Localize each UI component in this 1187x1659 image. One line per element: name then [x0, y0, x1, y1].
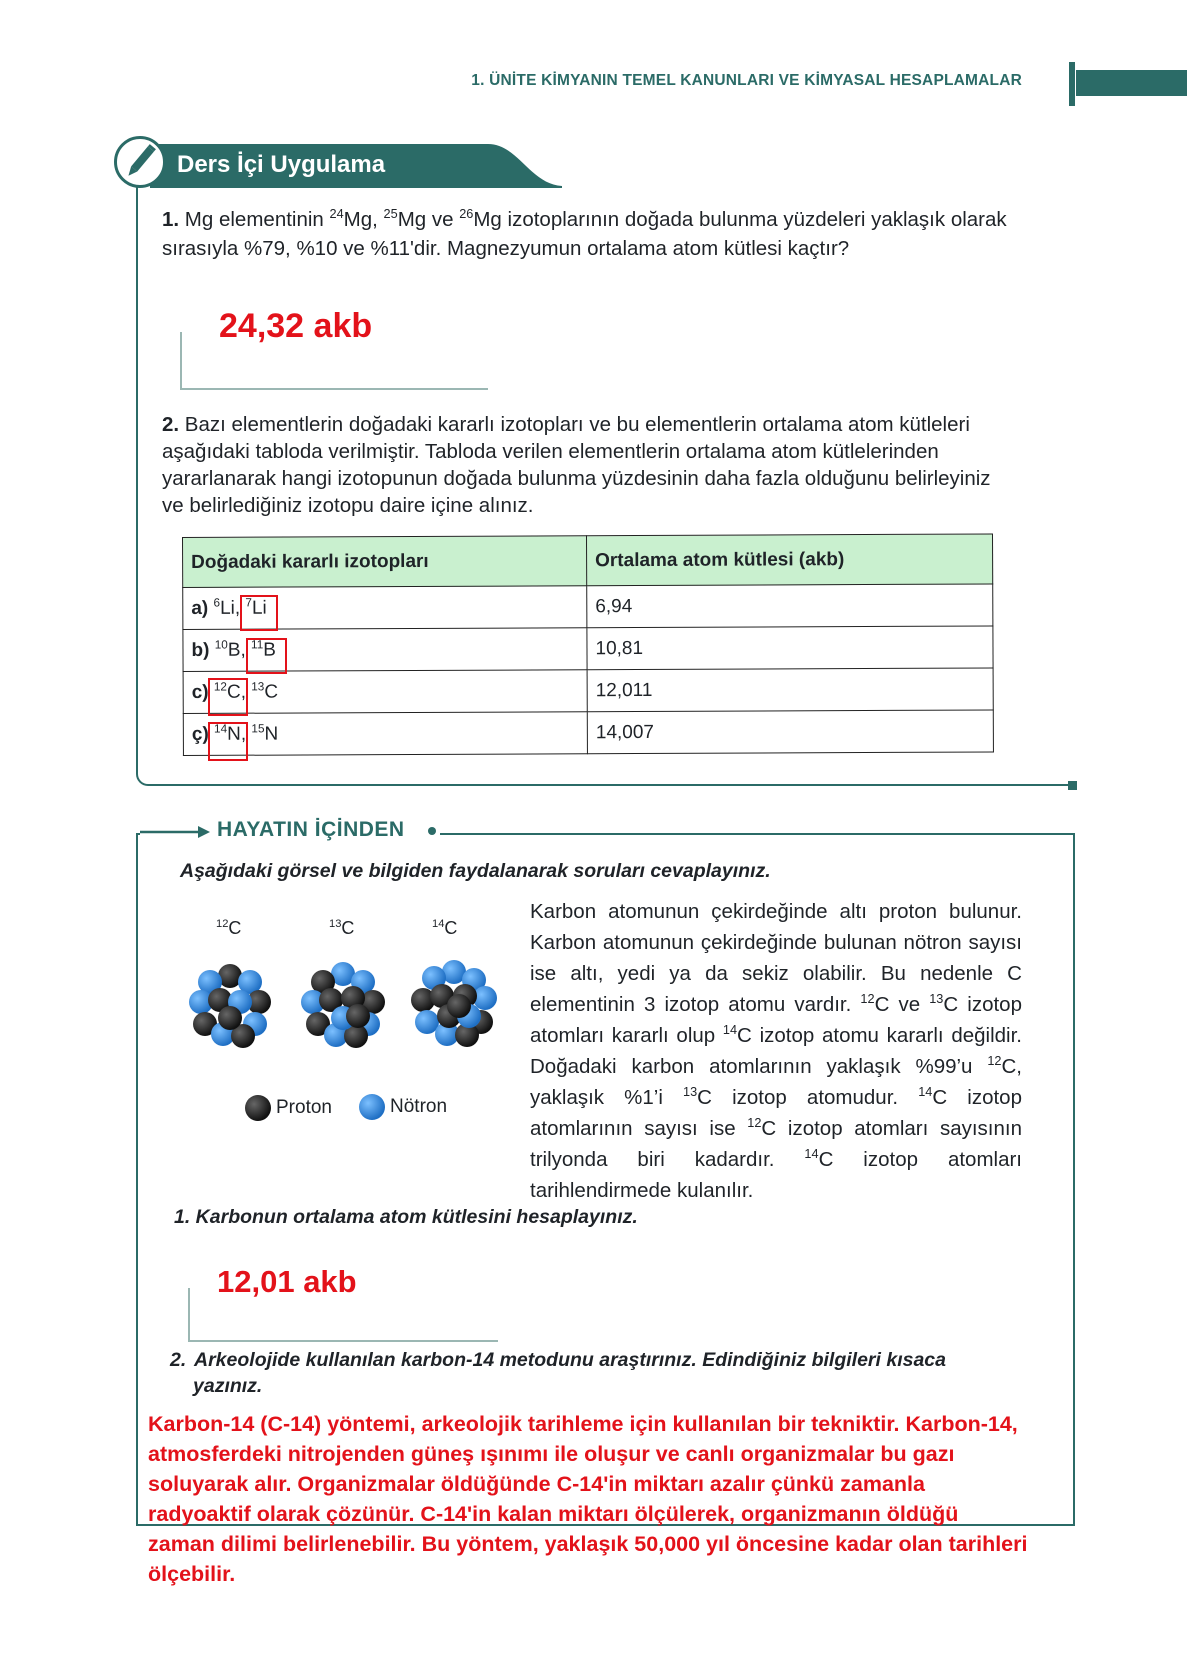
notron-legend-label: Nötron [390, 1096, 448, 1117]
header-bar-line [1069, 62, 1075, 106]
table-header: Doğadaki kararlı izotopları [183, 536, 587, 588]
selection-box-c12 [208, 678, 248, 716]
nucleus-c12 [185, 960, 275, 1050]
selection-box-n14 [208, 722, 248, 761]
hayat-question-2-cont: yazınız. [193, 1375, 263, 1397]
isotope-table [182, 533, 994, 756]
table-row [183, 668, 993, 714]
question-2: 2. Bazı elementlerin doğadaki kararlı izotopları ve bu elementlerin ortalama atom kütleleri aşağıdaki tabloda verilmiştir. Tabloda verilen elementlerin ortalama atom kütlelerinden yararlanarak hangi izotopunun doğada bulunma yüzdesinin daha fazla olduğunu belirleyiniz ve belirlediğiniz izotopu daire içine alınız. [162, 413, 991, 517]
frame-end-marker [1068, 781, 1077, 790]
carbon14-answer: Karbon-14 (C-14) yöntemi, arkeolojik tarihleme için kullanılan bir tekniktir. Karbon-14, atmosferdeki nitrojenden güneş ışınımı ile oluşur ve canlı organizmalar bu gazı soluyarak alır. Organizmalar öldüğünde C-14'in miktarı azalır çünkü zamanla radyoaktif olarak çözünür. C-14'in kalan miktarı ölçülerek, organizmanın öldüğü zaman dilimi belirlenebilir. Bu yöntem, yaklaşık 50,000 yıl öncesine kadar olan tarihleri ölçebilir. [148, 1412, 1028, 1586]
table-cell: 10,81 [587, 626, 993, 670]
header-bar [1076, 70, 1187, 96]
table-cell: 14,007 [587, 710, 993, 754]
table-row [183, 584, 993, 630]
selection-box-b11 [246, 638, 287, 674]
question-number: 1. [162, 208, 180, 231]
isotope-label-c12: $^{12}$C [216, 918, 242, 938]
question-1: 1. Mg elementinin $^{24}$Mg, $^{25}$Mg ve $^{26}$Mg izotoplarının doğada bulunma yüzdeleri yaklaşık olarak sırasıyla %79, %10 ve %11'dir. Magnezyumun ortalama atom kütlesi kaçtır? [162, 206, 1007, 260]
table-cell: c) $^{12}$C, $^{13}$C [183, 670, 587, 714]
table-cell: 6,94 [587, 584, 993, 628]
notron-legend-icon [358, 1093, 386, 1121]
table-row [183, 626, 993, 672]
section-title: Ders İçi Uygulama [177, 151, 386, 178]
arrow-icon [140, 822, 210, 842]
answer-line [180, 332, 182, 390]
pencil-badge [114, 136, 166, 188]
nucleus-c14 [409, 958, 499, 1048]
answer-line [188, 1340, 498, 1342]
pencil-icon [117, 139, 163, 185]
selection-box-li7 [240, 595, 278, 631]
table-header: Ortalama atom kütlesi (akb) [586, 534, 992, 586]
answer-line [180, 388, 488, 390]
title-dot [428, 827, 436, 835]
hayat-intro: Aşağıdaki görsel ve bilgiden faydalanarak soruları cevaplayınız. [180, 860, 771, 882]
isotope-label-c13: $^{13}$C [329, 918, 355, 938]
carbon-paragraph: Karbon atomunun çekirdeğinde altı proton bulunur. Karbon atomunun çekirdeğinde bulunan nötron sayısı ise altı, yedi ya da sekiz olabilir. Bu nedenle C elementinin 3 izotop atomu vardır. $^{12}$C ve $^{13}$C izotop atomları kararlı olup $^{14}$C izotop atomu kararlı değildir. Doğadaki karbon atomlarının yaklaşık %99’u $^{12}$C, yaklaşık %1’i $^{13}$C izotop atomudur. $^{14}$C izotop atomlarının sayısı ise $^{12}$C izotop atomları sayısının trilyonda biri kadardır. $^{14}$C izotop atomları tarihlendirmede kulanılır. [530, 900, 1023, 1202]
proton-legend-icon [244, 1094, 272, 1122]
answer-line [188, 1288, 190, 1342]
hayat-question-2: 2. Arkeolojide kullanılan karbon-14 metodunu araştırınız. Edindiğiniz bilgileri kısaca [170, 1349, 946, 1371]
hayatin-icinden-title: HAYATIN İÇİNDEN [217, 818, 405, 841]
table-cell: 12,011 [587, 668, 993, 712]
table-cell: ç) $^{14}$N, $^{15}$N [183, 712, 587, 756]
answer-carbon-mass: 12,01 akb [217, 1264, 357, 1299]
table-cell: b) $^{10}$B, $^{11}$B [183, 628, 587, 672]
table-row [183, 710, 993, 756]
table-header-row [183, 534, 993, 588]
answer-1: 24,32 akb [219, 307, 373, 345]
unit-header: 1. ÜNİTE KİMYANIN TEMEL KANUNLARI VE KİMYASAL HESAPLAMALAR [471, 72, 1022, 89]
proton-legend-label: Proton [276, 1097, 332, 1118]
isotope-label-c14: $^{14}$C [432, 918, 458, 938]
table-cell: a) $^6$Li, $^7$Li [183, 586, 587, 630]
nucleus-c13 [298, 960, 388, 1050]
hayat-question-1: 1. Karbonun ortalama atom kütlesini hesaplayınız. [174, 1206, 638, 1228]
